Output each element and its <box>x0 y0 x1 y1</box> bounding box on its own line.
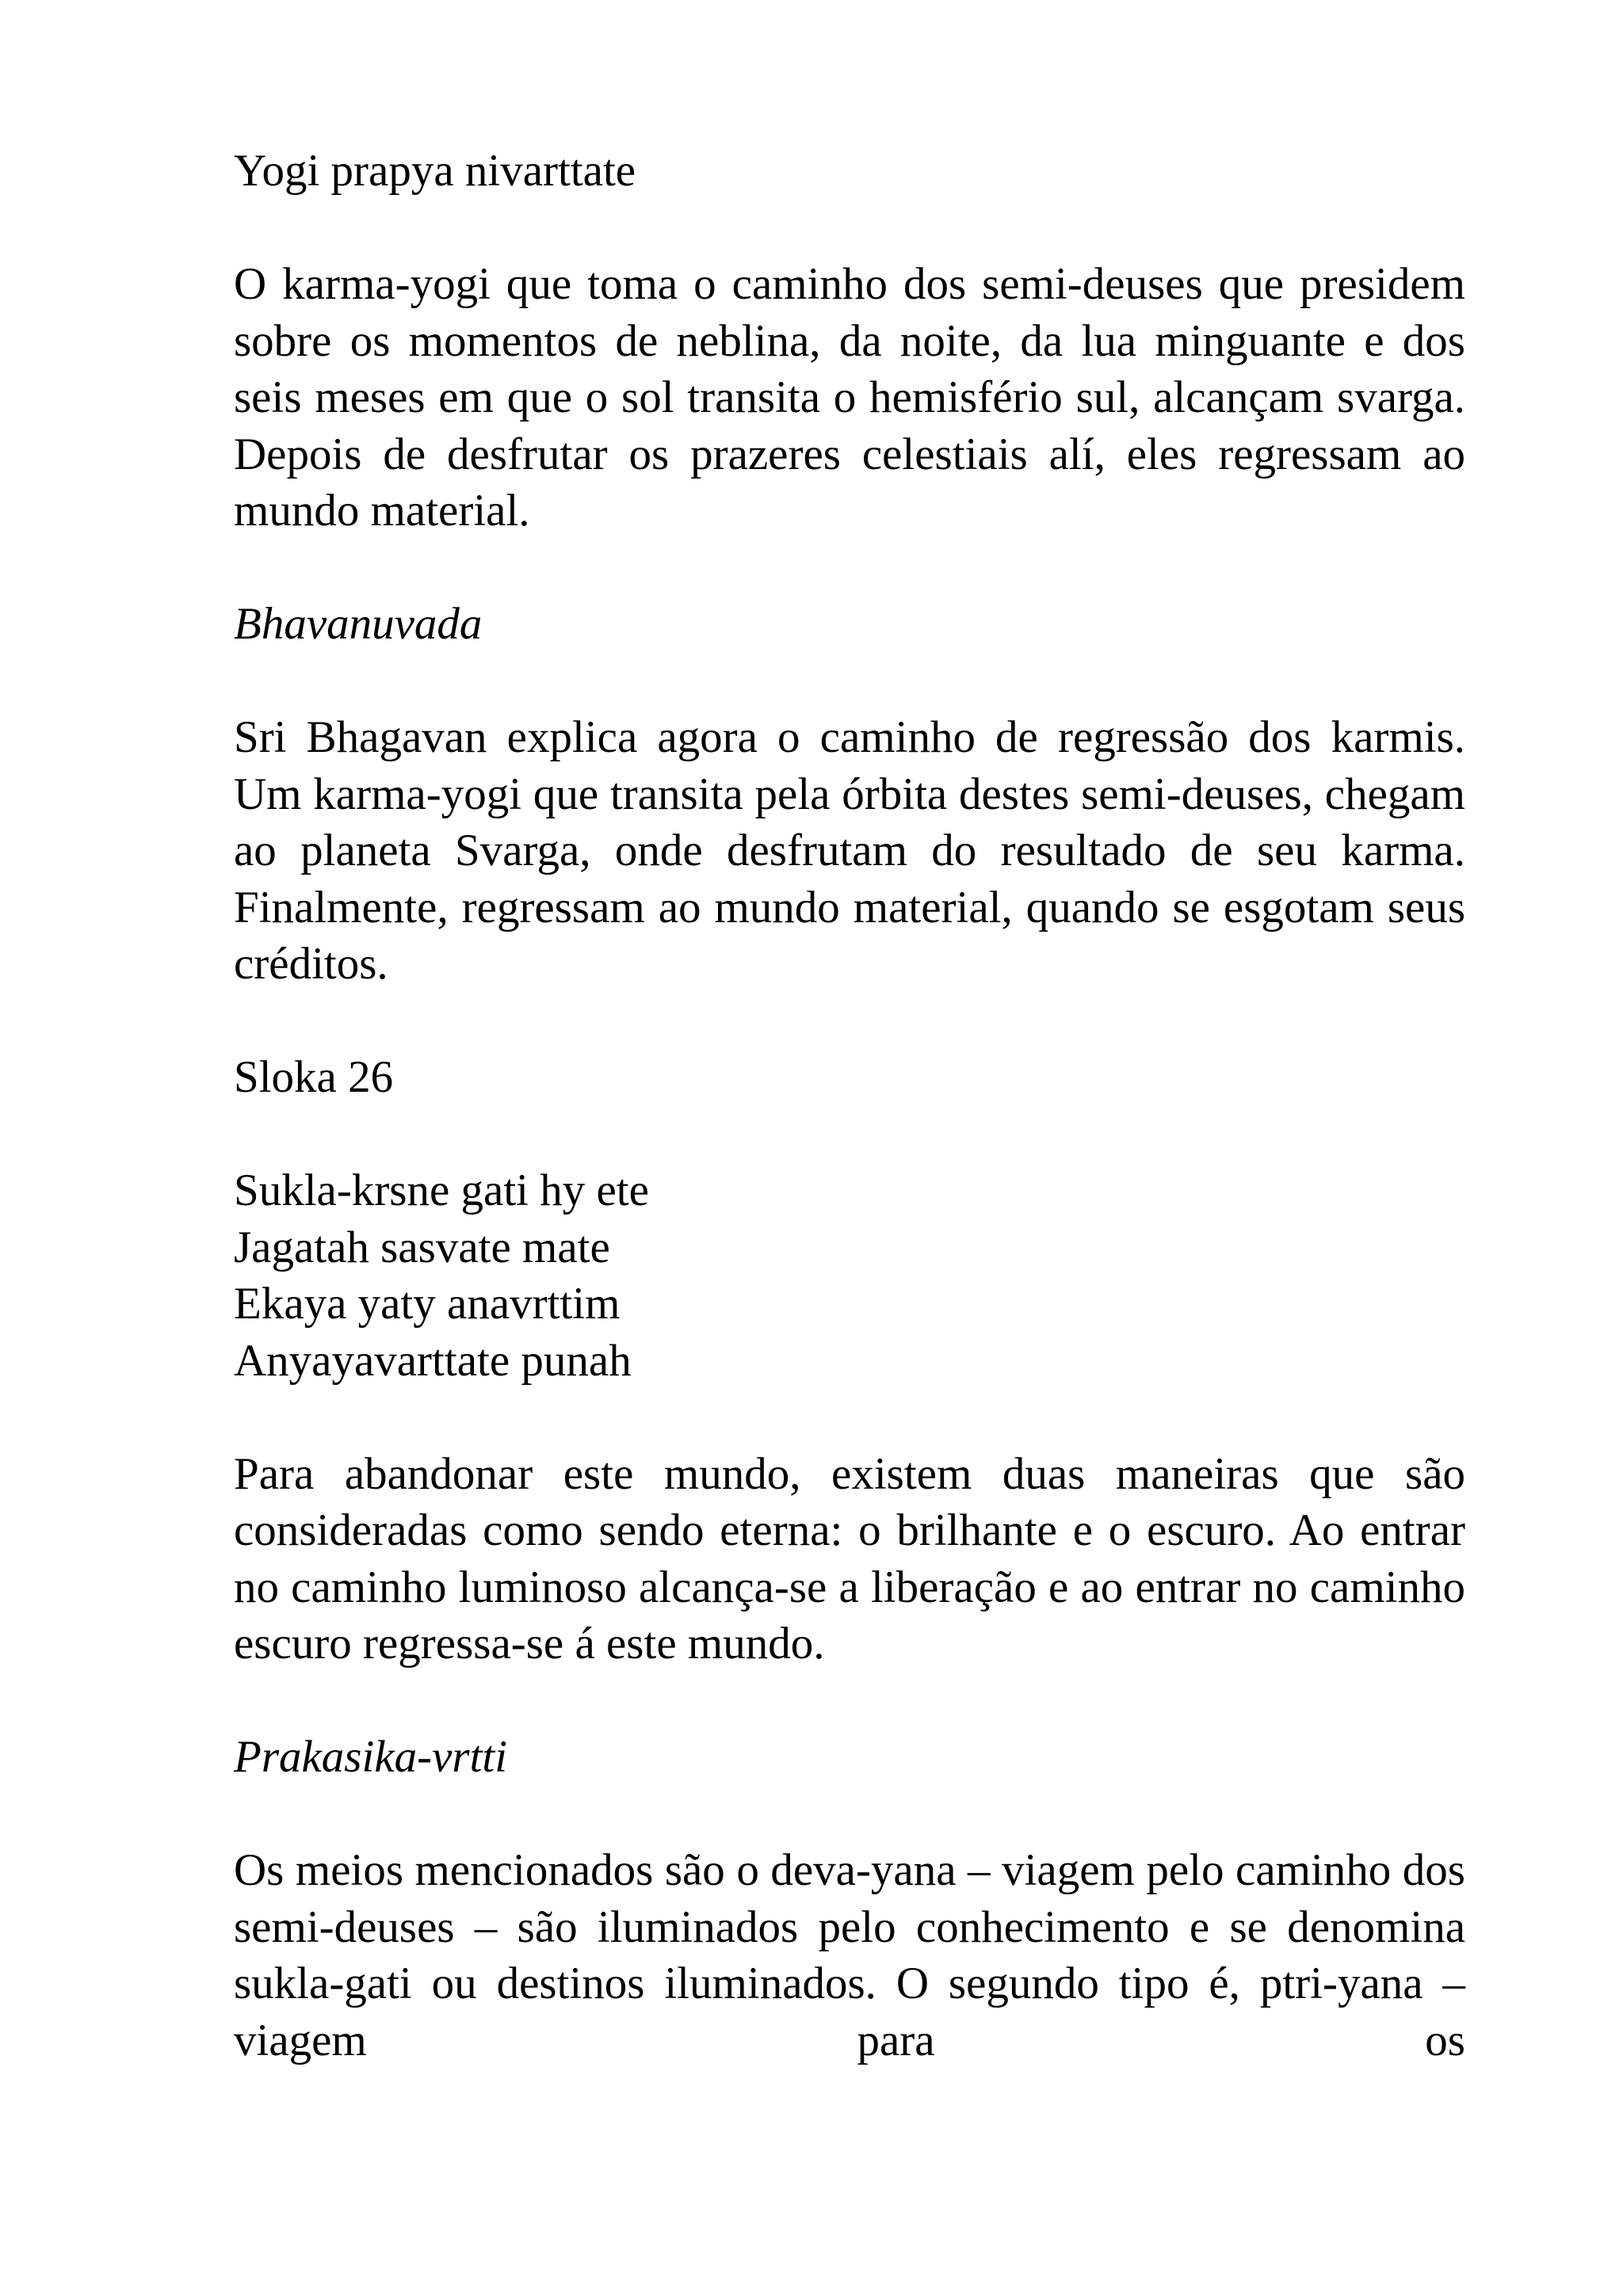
verse-line: Anyayavarttate punah <box>234 1335 632 1386</box>
sloka-number-label: Sloka 26 <box>234 1052 394 1102</box>
verse-line: Jagatah sasvate mate <box>234 1222 610 1272</box>
bhavanuvada-paragraph: Sri Bhagavan explica agora o caminho de regressão dos karmis. Um karma-yogi que transita pela órbita destes semi-deuses, chegam ao planeta Svarga, onde desfrutam do resultado de seu karma. Finalmente, regressam ao mundo material, quando se esgotam seus créditos. <box>234 712 1465 989</box>
translation-paragraph-sloka-26: Para abandonar este mundo, existem duas maneiras que são consideradas como sendo eterna: o brilhante e o escuro. Ao entrar no caminho luminoso alcança-se a liberação e ao entrar no caminho escuro regressa-se á este mundo. <box>234 1448 1465 1669</box>
verse-line: Ekaya yaty anavrttim <box>234 1279 621 1329</box>
heading-prakasika-vrtti: Prakasika-vrtti <box>234 1732 508 1782</box>
document-page <box>234 143 1465 2126</box>
translation-paragraph-sloka-25: O karma-yogi que toma o caminho dos semi-deuses que presidem sobre os momentos de neblina, da noite, da lua minguante e dos seis meses em que o sol transita o hemisfério sul, alcançam svarga. Depois de desfrutar os prazeres celestiais alí, eles regressam ao mundo material. <box>234 259 1465 536</box>
heading-bhavanuvada: Bhavanuvada <box>234 599 483 649</box>
sloka-26-verse <box>234 1162 1465 1389</box>
verse-line-closing: Yogi prapya nivarttate <box>234 146 636 196</box>
verse-line: Sukla-krsne gati hy ete <box>234 1165 649 1215</box>
prakasika-paragraph: Os meios mencionados são o deva-yana – viagem pelo caminho dos semi-deuses – são iluminados pelo conhecimento e se denomina sukla-gati ou destinos iluminados. O segundo tipo é, ptri-yana – viagem para os <box>234 1845 1465 2065</box>
